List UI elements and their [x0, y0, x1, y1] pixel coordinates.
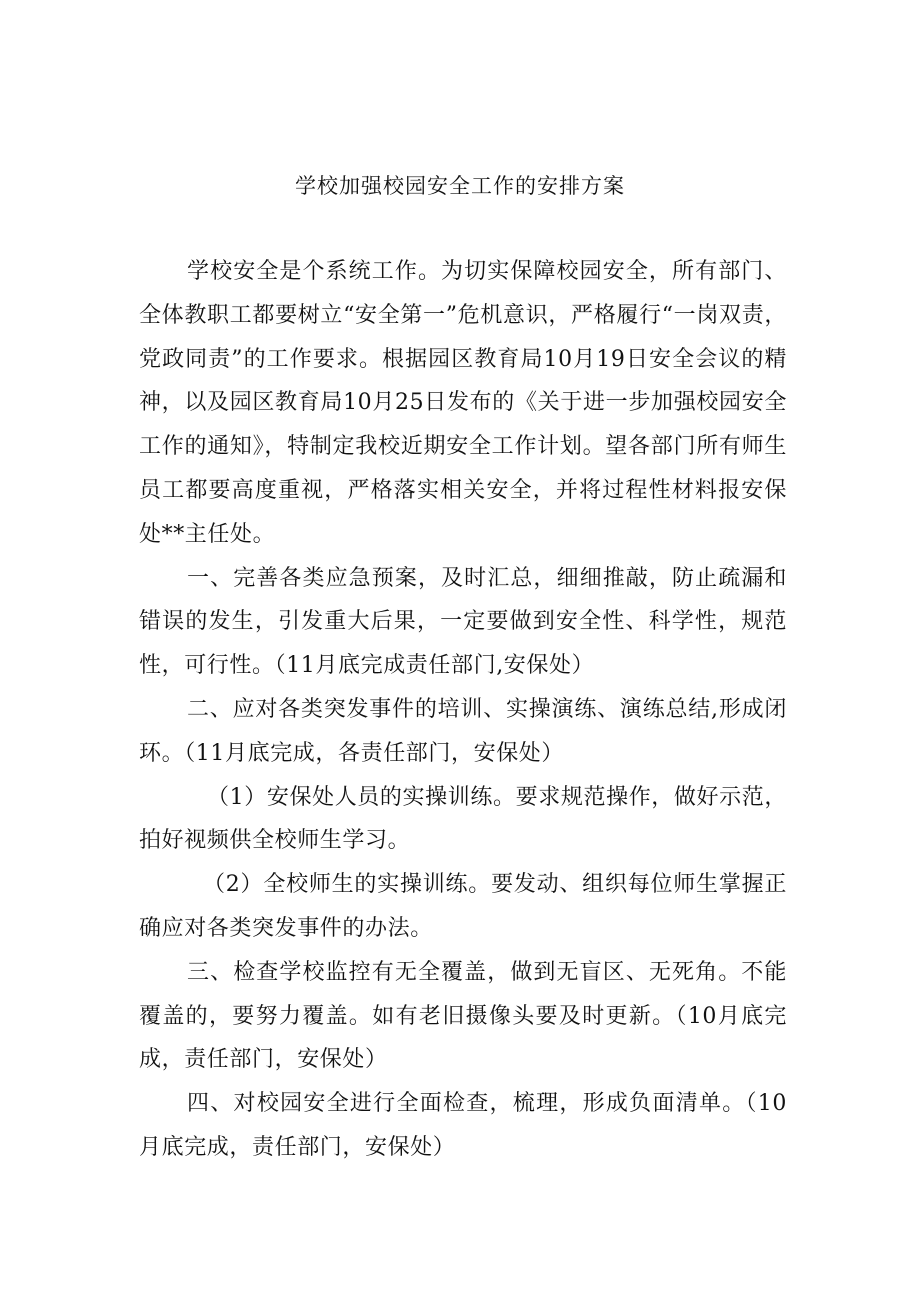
item-2-paragraph: 二、应对各类突发事件的培训、实操演练、演练总结,形成闭环。（11月底完成，各责任部门，安保处）: [139, 696, 787, 766]
item-4-paragraph: 四、对校园安全进行全面检查，梳理，形成负面清单。（10月底完成，责任部门，安保处）: [139, 1091, 787, 1160]
document-body: [139, 250, 787, 1170]
item-2-sub-1-paragraph: （1）安保处人员的实操训练。要求规范操作，做好示范，拍好视频供全校师生学习。: [139, 784, 787, 854]
intro-paragraph: 学校安全是个系统工作。为切实保障校园安全，所有部门、全体教职工都要树立“安全第一”危机意识，严格履行“一岗双责，党政同责”的工作要求。根据园区教育局10月19日安全会议的精神，以及园区教育局10月25日发布的《关于进一步加强校园安全工作的通知》，特制定我校近期安全工作计划。望各部门所有师生员工都要高度重视，严格落实相关安全，并将过程性材料报安保处**主任处。: [139, 259, 787, 547]
item-2-sub-2-paragraph: （2）全校师生的实操训练。要发动、组织每位师生掌握正确应对各类突发事件的办法。: [139, 872, 787, 941]
item-3-paragraph: 三、检查学校监控有无全覆盖，做到无盲区、无死角。不能覆盖的，要努力覆盖。如有老旧摄像头要及时更新。（10月底完成，责任部门，安保处）: [139, 959, 787, 1073]
item-1-paragraph: 一、完善各类应急预案，及时汇总，细细推敲，防止疏漏和错误的发生，引发重大后果，一定要做到安全性、科学性，规范性，可行性。（11月底完成责任部门,安保处）: [139, 565, 787, 679]
document-title: 学校加强校园安全工作的安排方案: [295, 174, 625, 198]
